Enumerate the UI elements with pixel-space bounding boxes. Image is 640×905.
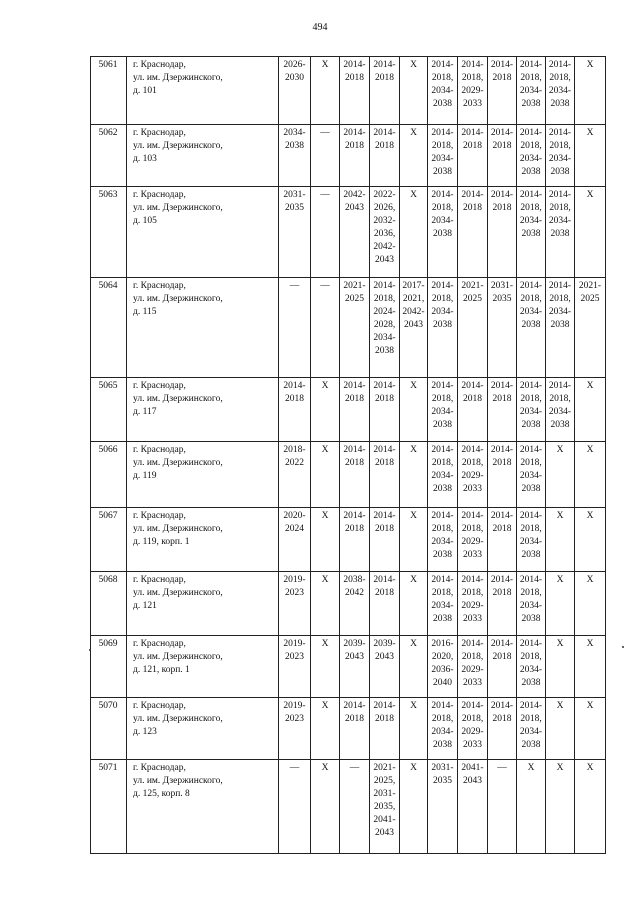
period-cell: 2014- 2018 [340,378,370,442]
period-cell: 2014- 2018, 2034- 2038 [546,378,575,442]
period-cell: 2014- 2018 [370,442,400,508]
table-row [91,760,606,854]
period-cell: X [311,508,340,572]
period-cell: 2014- 2018 [458,187,488,278]
period-cell: 2014- 2018, 2029- 2033 [458,57,488,125]
address-cell: г. Краснодар, ул. им. Дзержинского, д. 119 [127,442,279,508]
period-cell: 2014- 2018, 2034- 2038 [517,278,546,378]
period-cell: X [546,442,575,508]
period-cell: 2026- 2030 [279,57,311,125]
period-cell: 2014- 2018 [488,508,517,572]
period-cell: 2014- 2018, 2034- 2038 [428,278,458,378]
period-cell: X [575,508,606,572]
row-number: 5071 [91,760,127,854]
period-cell: X [517,760,546,854]
period-cell: 2039- 2043 [370,636,400,698]
row-number: 5064 [91,278,127,378]
period-cell: 2019- 2023 [279,636,311,698]
period-cell: 2014- 2018 [488,378,517,442]
period-cell: X [400,572,428,636]
address-cell: г. Краснодар, ул. им. Дзержинского, д. 123 [127,698,279,760]
period-cell: X [575,125,606,187]
period-cell: 2014- 2018, 2034- 2038 [428,698,458,760]
table-row [91,698,606,760]
period-cell: — [279,760,311,854]
period-cell: 2016- 2020, 2036- 2040 [428,636,458,698]
period-cell: 2014- 2018 [370,508,400,572]
period-cell: 2014- 2018, 2034- 2038 [428,442,458,508]
period-cell: X [400,442,428,508]
row-number: 5067 [91,508,127,572]
period-cell: X [311,572,340,636]
period-cell: X [400,636,428,698]
row-number: 5062 [91,125,127,187]
period-cell: 2014- 2018, 2034- 2038 [517,636,546,698]
period-cell: 2014- 2018 [370,698,400,760]
period-cell: 2014- 2018, 2034- 2038 [517,442,546,508]
period-cell: X [400,125,428,187]
table-row [91,57,606,125]
period-cell: 2014- 2018, 2034- 2038 [428,125,458,187]
row-number: 5066 [91,442,127,508]
period-cell: X [575,57,606,125]
period-cell: X [311,698,340,760]
scan-speck [622,646,624,648]
period-cell: X [575,187,606,278]
period-cell: 2014- 2018 [488,636,517,698]
period-cell: — [340,760,370,854]
period-cell: 2014- 2018, 2034- 2038 [428,572,458,636]
row-number: 5069 [91,636,127,698]
period-cell: X [575,760,606,854]
address-cell: г. Краснодар, ул. им. Дзержинского, д. 119, корп. 1 [127,508,279,572]
period-cell: 2014- 2018 [340,442,370,508]
period-cell: 2014- 2018, 2034- 2038 [546,125,575,187]
period-cell: 2019- 2023 [279,572,311,636]
period-cell: 2014- 2018 [488,442,517,508]
period-cell: 2021- 2025 [575,278,606,378]
period-cell: X [575,378,606,442]
period-cell: 2014- 2018, 2034- 2038 [428,57,458,125]
table-row [91,508,606,572]
period-cell: 2022- 2026, 2032- 2036, 2042- 2043 [370,187,400,278]
period-cell: 2014- 2018, 2034- 2038 [517,187,546,278]
period-cell: X [311,760,340,854]
period-cell: 2019- 2023 [279,698,311,760]
period-cell: X [400,187,428,278]
row-number: 5063 [91,187,127,278]
period-cell: X [400,57,428,125]
period-cell: 2014- 2018, 2034- 2038 [517,378,546,442]
period-cell: X [546,698,575,760]
table-row [91,187,606,278]
period-cell: — [311,278,340,378]
period-cell: 2014- 2018 [340,508,370,572]
housing-registry-table [90,56,606,854]
period-cell: 2014- 2018 [488,698,517,760]
period-cell: 2014- 2018 [370,572,400,636]
period-cell: X [575,698,606,760]
period-cell: X [575,572,606,636]
period-cell: 2034- 2038 [279,125,311,187]
period-cell: X [575,636,606,698]
period-cell: 2021- 2025 [458,278,488,378]
period-cell: X [575,442,606,508]
period-cell: 2038- 2042 [340,572,370,636]
period-cell: 2014- 2018, 2029- 2033 [458,636,488,698]
period-cell: 2014- 2018, 2034- 2038 [428,508,458,572]
period-cell: 2014- 2018, 2029- 2033 [458,508,488,572]
period-cell: 2020- 2024 [279,508,311,572]
period-cell: 2014- 2018, 2034- 2038 [428,378,458,442]
table-row [91,278,606,378]
period-cell: 2021- 2025, 2031- 2035, 2041- 2043 [370,760,400,854]
period-cell: 2018- 2022 [279,442,311,508]
period-cell: 2014- 2018 [370,125,400,187]
period-cell: X [311,378,340,442]
period-cell: 2014- 2018, 2034- 2038 [517,572,546,636]
period-cell: X [546,572,575,636]
period-cell: X [311,636,340,698]
address-cell: г. Краснодар, ул. им. Дзержинского, д. 117 [127,378,279,442]
period-cell: 2014- 2018, 2034- 2038 [546,278,575,378]
period-cell: 2031- 2035 [488,278,517,378]
period-cell: 2014- 2018 [370,57,400,125]
address-cell: г. Краснодар, ул. им. Дзержинского, д. 101 [127,57,279,125]
table-row [91,442,606,508]
period-cell: X [400,508,428,572]
period-cell: 2014- 2018, 2034- 2038 [517,698,546,760]
period-cell: 2014- 2018 [458,125,488,187]
period-cell: 2014- 2018 [488,572,517,636]
address-cell: г. Краснодар, ул. им. Дзержинского, д. 103 [127,125,279,187]
period-cell: 2014- 2018 [488,57,517,125]
period-cell: 2014- 2018, 2034- 2038 [517,57,546,125]
row-number: 5068 [91,572,127,636]
table-body [91,57,606,854]
period-cell: 2017- 2021, 2042- 2043 [400,278,428,378]
address-cell: г. Краснодар, ул. им. Дзержинского, д. 121 [127,572,279,636]
period-cell: 2014- 2018, 2034- 2038 [517,508,546,572]
table-row [91,636,606,698]
period-cell: 2014- 2018, 2034- 2038 [546,57,575,125]
row-number: 5065 [91,378,127,442]
period-cell: 2014- 2018 [488,125,517,187]
period-cell: 2014- 2018, 2024- 2028, 2034- 2038 [370,278,400,378]
period-cell: X [546,508,575,572]
period-cell: 2021- 2025 [340,278,370,378]
period-cell: 2041- 2043 [458,760,488,854]
period-cell: X [546,636,575,698]
period-cell: 2014- 2018, 2034- 2038 [428,187,458,278]
period-cell: X [311,442,340,508]
table-row [91,125,606,187]
table-row [91,378,606,442]
period-cell: — [279,278,311,378]
period-cell: 2014- 2018 [458,378,488,442]
period-cell: X [311,57,340,125]
table-row [91,572,606,636]
period-cell: X [400,760,428,854]
period-cell: 2014- 2018, 2034- 2038 [546,187,575,278]
period-cell: 2014- 2018, 2029- 2033 [458,698,488,760]
period-cell: — [311,125,340,187]
address-cell: г. Краснодар, ул. им. Дзержинского, д. 105 [127,187,279,278]
period-cell: — [488,760,517,854]
period-cell: X [400,378,428,442]
page-number: 494 [312,22,328,33]
period-cell: X [400,698,428,760]
period-cell: X [546,760,575,854]
scan-speck [89,649,91,651]
row-number: 5070 [91,698,127,760]
period-cell: 2014- 2018 [340,57,370,125]
period-cell: 2042- 2043 [340,187,370,278]
row-number: 5061 [91,57,127,125]
period-cell: 2014- 2018, 2029- 2033 [458,442,488,508]
address-cell: г. Краснодар, ул. им. Дзержинского, д. 115 [127,278,279,378]
period-cell: 2014- 2018 [340,698,370,760]
period-cell: 2031- 2035 [279,187,311,278]
period-cell: 2014- 2018 [488,187,517,278]
period-cell: 2014- 2018 [370,378,400,442]
address-cell: г. Краснодар, ул. им. Дзержинского, д. 125, корп. 8 [127,760,279,854]
address-cell: г. Краснодар, ул. им. Дзержинского, д. 121, корп. 1 [127,636,279,698]
period-cell: 2014- 2018 [340,125,370,187]
period-cell: 2031- 2035 [428,760,458,854]
period-cell: 2014- 2018 [279,378,311,442]
period-cell: — [311,187,340,278]
period-cell: 2014- 2018, 2034- 2038 [517,125,546,187]
period-cell: 2014- 2018, 2029- 2033 [458,572,488,636]
period-cell: 2039- 2043 [340,636,370,698]
